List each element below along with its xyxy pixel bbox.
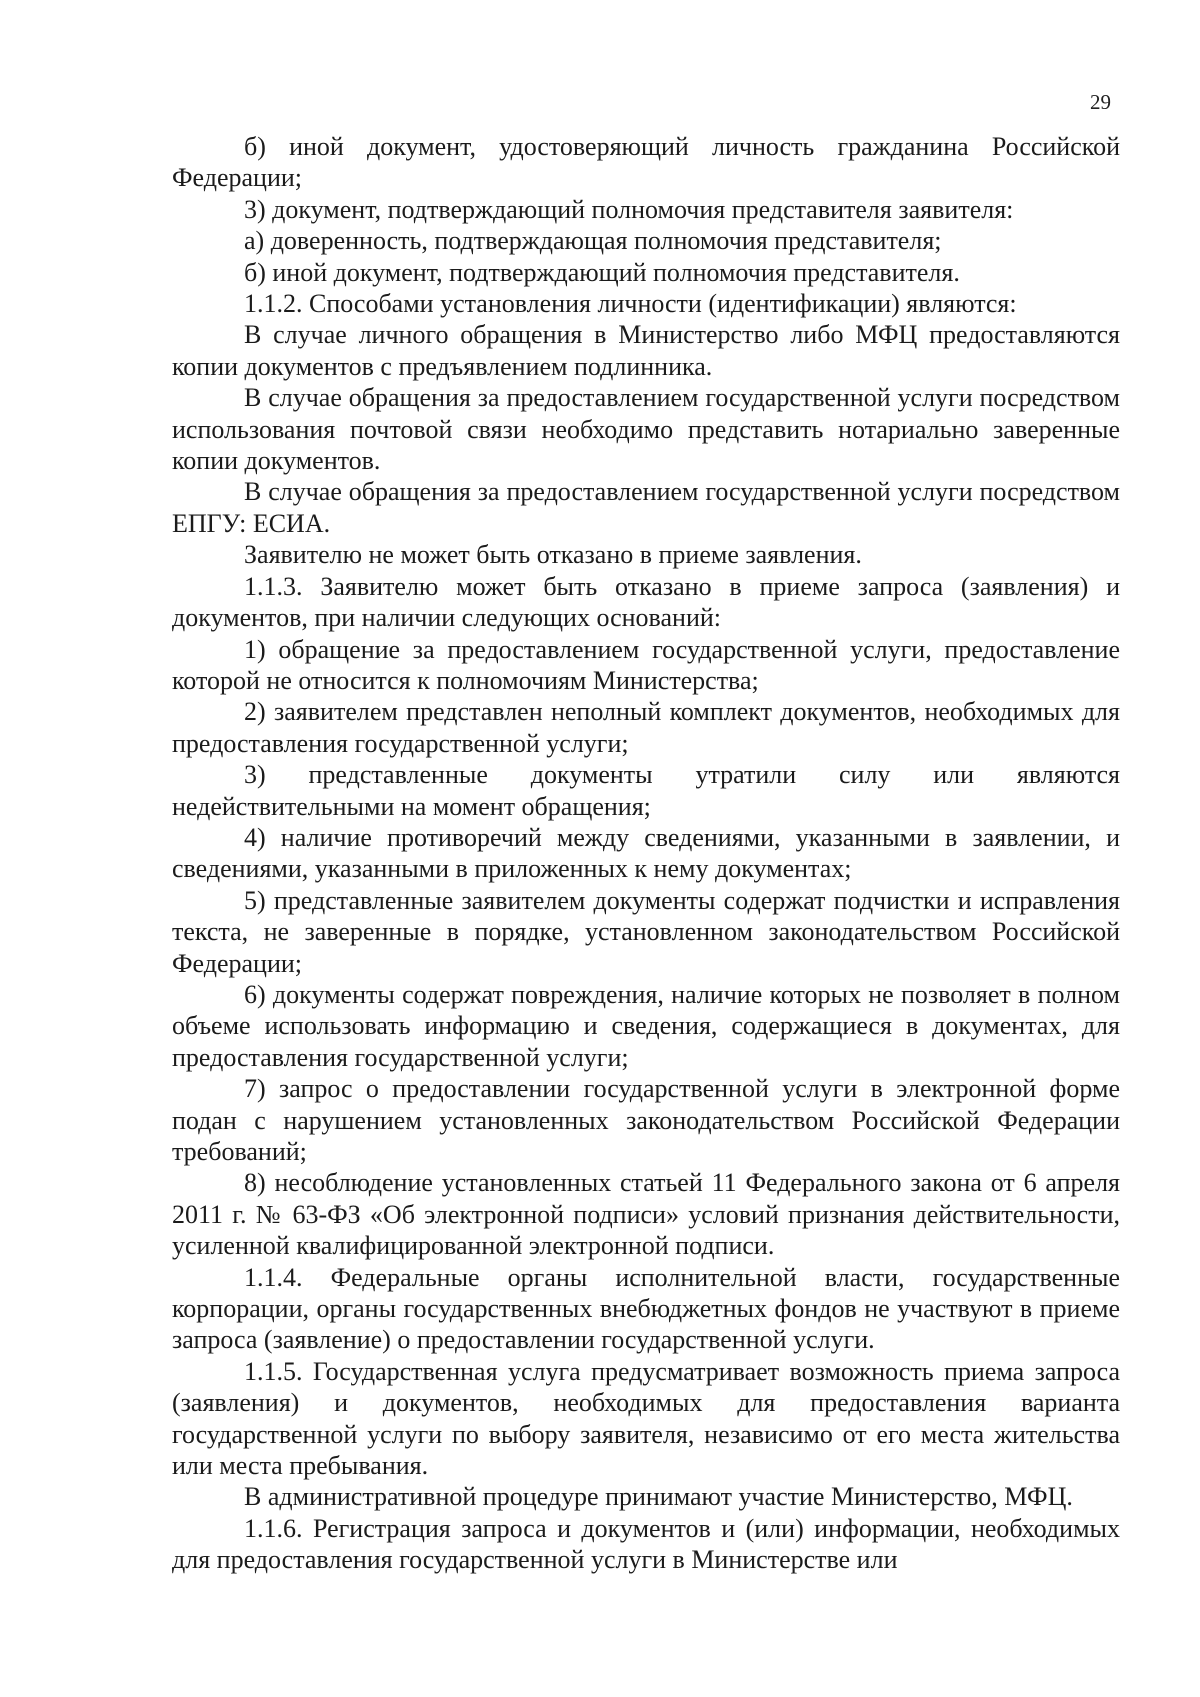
paragraph-section-1-1-5: 1.1.5. Государственная услуга предусматривает возможность приема запроса (заявления) и документов, необходимых для предоставления варианта государственной услуги по выбору заявителя, независимо от его места жительства или места пребывания. — [172, 1356, 1120, 1481]
paragraph-postal-request: В случае обращения за предоставлением государственной услуги посредством использования почтовой связи необходимо представить нотариально заверенные копии документов. — [172, 383, 1120, 476]
page-number: 29 — [1090, 90, 1111, 114]
paragraph-refusal-ground-1: 1) обращение за предоставлением государственной услуги, предоставление которой не относится к полномочиям Министерства; — [172, 634, 1120, 695]
paragraph-refusal-ground-6: 6) документы содержат повреждения, наличие которых не позволяет в полном объеме использовать информацию и сведения, содержащиеся в документах, для предоставления государственной услуги; — [172, 979, 1120, 1072]
paragraph-representative-authority-doc: 3) документ, подтверждающий полномочия представителя заявителя: — [244, 194, 1014, 224]
paragraph-refusal-ground-5: 5) представленные заявителем документы содержат подчистки и исправления текста, не заверенные в порядке, установленном законодательством Российской Федерации; — [172, 885, 1120, 978]
paragraph-power-of-attorney: а) доверенность, подтверждающая полномочия представителя; — [244, 226, 942, 256]
paragraph-personal-visit: В случае личного обращения в Министерство либо МФЦ предоставляются копии документов с предъявлением подлинника. — [172, 320, 1120, 381]
paragraph-section-1-1-2: 1.1.2. Способами установления личности (идентификации) являются: — [244, 289, 1017, 319]
paragraph-epgu-request: В случае обращения за предоставлением государственной услуги посредством ЕПГУ: ЕСИА. — [172, 477, 1120, 538]
paragraph-refusal-ground-7: 7) запрос о предоставлении государственной услуги в электронной форме подан с нарушением установленных законодательством Российской Федерации требований; — [172, 1074, 1120, 1166]
paragraph-other-authority-doc: б) иной документ, подтверждающий полномочия представителя. — [244, 257, 960, 287]
paragraph-section-1-1-4: 1.1.4. Федеральные органы исполнительной власти, государственные корпорации, органы государственных внебюджетных фондов не участвуют в приеме запроса (заявление) о предоставлении государственной услуги. — [172, 1262, 1120, 1355]
paragraph-other-id-document: б) иной документ, удостоверяющий личность гражданина Российской Федерации; — [172, 132, 1120, 193]
paragraph-section-1-1-3: 1.1.3. Заявителю может быть отказано в приеме запроса (заявления) и документов, при наличии следующих оснований: — [172, 571, 1120, 633]
paragraph-refusal-ground-8: 8) несоблюдение установленных статьей 11 Федерального закона от 6 апреля 2011 г. № 63-ФЗ «Об электронной подписи» условий признания действительности, усиленной квалифицированной электронной подписи. — [172, 1168, 1120, 1261]
paragraph-refusal-ground-4: 4) наличие противоречий между сведениями, указанными в заявлении, и сведениями, указанными в приложенных к нему документах; — [172, 822, 1120, 884]
document-body — [172, 131, 1120, 1576]
paragraph-refusal-ground-3: 3) представленные документы утратили силу или являются недействительными на момент обращения; — [172, 760, 1120, 821]
paragraph-participants: В административной процедуре принимают участие Министерство, МФЦ. — [244, 1482, 1073, 1512]
paragraph-section-1-1-6: 1.1.6. Регистрация запроса и документов и (или) информации, необходимых для предоставления государственной услуги в Министерстве или — [172, 1513, 1120, 1575]
paragraph-no-refusal: Заявителю не может быть отказано в приеме заявления. — [244, 540, 862, 570]
paragraph-refusal-ground-2: 2) заявителем представлен неполный комплект документов, необходимых для предоставления государственной услуги; — [172, 697, 1120, 758]
